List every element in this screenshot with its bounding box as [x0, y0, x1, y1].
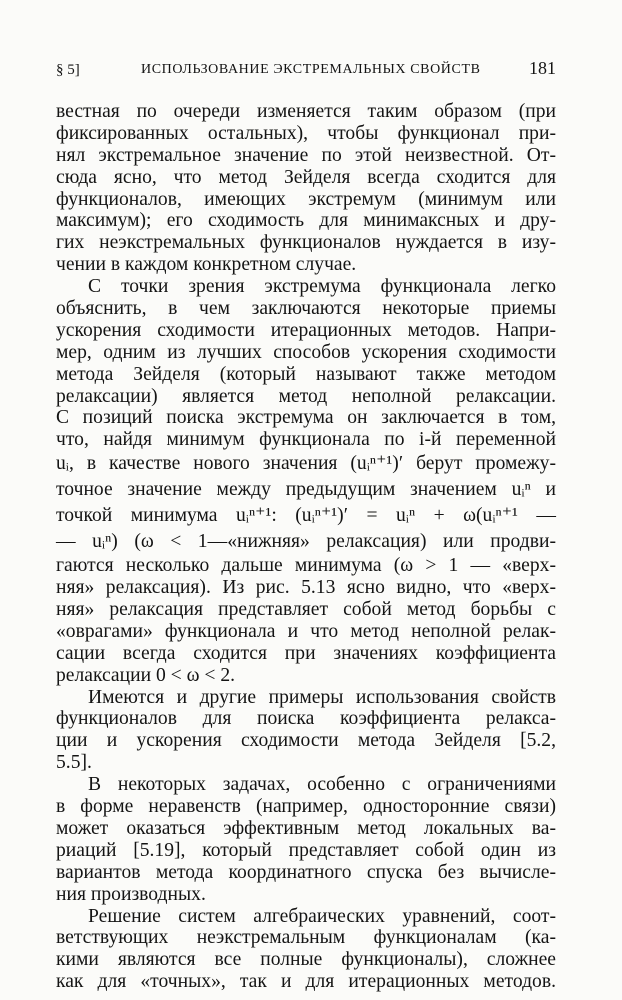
- formula-line: — uᵢⁿ) (ω < 1—«нижняя» релаксация) или продви-: [56, 531, 556, 553]
- section-number: § 5]: [56, 62, 80, 78]
- text-line: Имеются и другие примеры использования свойств: [88, 686, 556, 708]
- text-line: максимум); его сходимость для минимаксных и дру-: [56, 210, 556, 232]
- text-line: вариантов метода координатного спуска без вычисле-: [56, 861, 556, 883]
- text-line: гаются несколько дальше минимума (ω > 1 — «верх-: [56, 555, 556, 577]
- text-line: няя» релаксация представляет собой метод борьбы с: [56, 599, 556, 621]
- text-line: ния производных.: [56, 883, 206, 905]
- text-line: метода Зейделя (который называют также методом: [56, 363, 556, 385]
- text-line: кими являются все полные функционалы), сложнее: [56, 949, 556, 971]
- text-line: ускорения сходимости итерационных методов. Напри-: [56, 319, 556, 341]
- text-line: нял экстремальное значение по этой неизвестной. От-: [56, 144, 556, 166]
- formula-line: точкой минимума uᵢⁿ⁺¹: (uᵢⁿ⁺¹)′ = uᵢⁿ + ω(uᵢⁿ⁺¹ —: [56, 505, 556, 527]
- text-line: объяснить, в чем заключаются некоторые приемы: [56, 298, 556, 320]
- text-line: чении в каждом конкретном случае.: [56, 254, 357, 276]
- text-line: что, найдя минимум функционала по i-й переменной: [56, 429, 556, 451]
- text-line: гих неэкстремальных функционалов нуждается в изу-: [56, 232, 556, 254]
- text-line: как для «точных», так и для итерационных методов.: [56, 971, 556, 993]
- text-line: функционалов для поиска коэффициента релакса-: [56, 708, 556, 730]
- formula-line: uᵢ, в качестве нового значения (uᵢⁿ⁺¹)′ берут промежу-: [56, 453, 556, 475]
- text-line: ветствующих неэкстремальным функционалам (ка-: [56, 927, 556, 949]
- text-line: ции и ускорения сходимости метода Зейделя [5.2,: [56, 730, 556, 752]
- text-line: мер, одним из лучших способов ускорения сходимости: [56, 341, 556, 363]
- text-line: В некоторых задачах, особенно с ограничениями: [88, 774, 556, 796]
- text-line: Решение систем алгебраических уравнений, соот-: [88, 905, 556, 927]
- text-line: релаксации 0 < ω < 2.: [56, 664, 236, 686]
- text-line: в форме неравенств (например, односторонние связи): [56, 796, 556, 818]
- body-text: [56, 101, 556, 993]
- text-line: может оказаться эффективным метод локальных ва-: [56, 817, 556, 839]
- page-number: 181: [529, 58, 556, 78]
- text-line: функционалов, имеющих экстремум (минимум или: [56, 188, 556, 210]
- text-line: С точки зрения экстремума функционала легко: [88, 276, 556, 298]
- text-line: няя» релаксация). Из рис. 5.13 ясно видно, что «верх-: [56, 577, 556, 599]
- text-line: релаксации) является метод неполной релаксации.: [56, 385, 556, 407]
- text-line: фиксированных остальных), чтобы функционал при-: [56, 122, 556, 144]
- running-header: [56, 58, 556, 86]
- text-line: сюда ясно, что метод Зейделя всегда сходится для: [56, 166, 556, 188]
- text-line: С позиций поиска экстремума он заключается в том,: [56, 407, 556, 429]
- text-line: вестная по очереди изменяется таким образом (при: [56, 101, 556, 122]
- running-title: ИСПОЛЬЗОВАНИЕ ЭКСТРЕМАЛЬНЫХ СВОЙСТВ: [141, 62, 481, 77]
- text-line: 5.5].: [56, 752, 92, 774]
- text-line: риаций [5.19], который представляет собой один из: [56, 839, 556, 861]
- formula-line: точное значение между предыдущим значением uᵢⁿ и: [56, 479, 556, 501]
- text-line: «оврагами» функционала и что метод неполной релак-: [56, 620, 556, 642]
- text-line: сации всегда сходится при значениях коэффициента: [56, 642, 556, 664]
